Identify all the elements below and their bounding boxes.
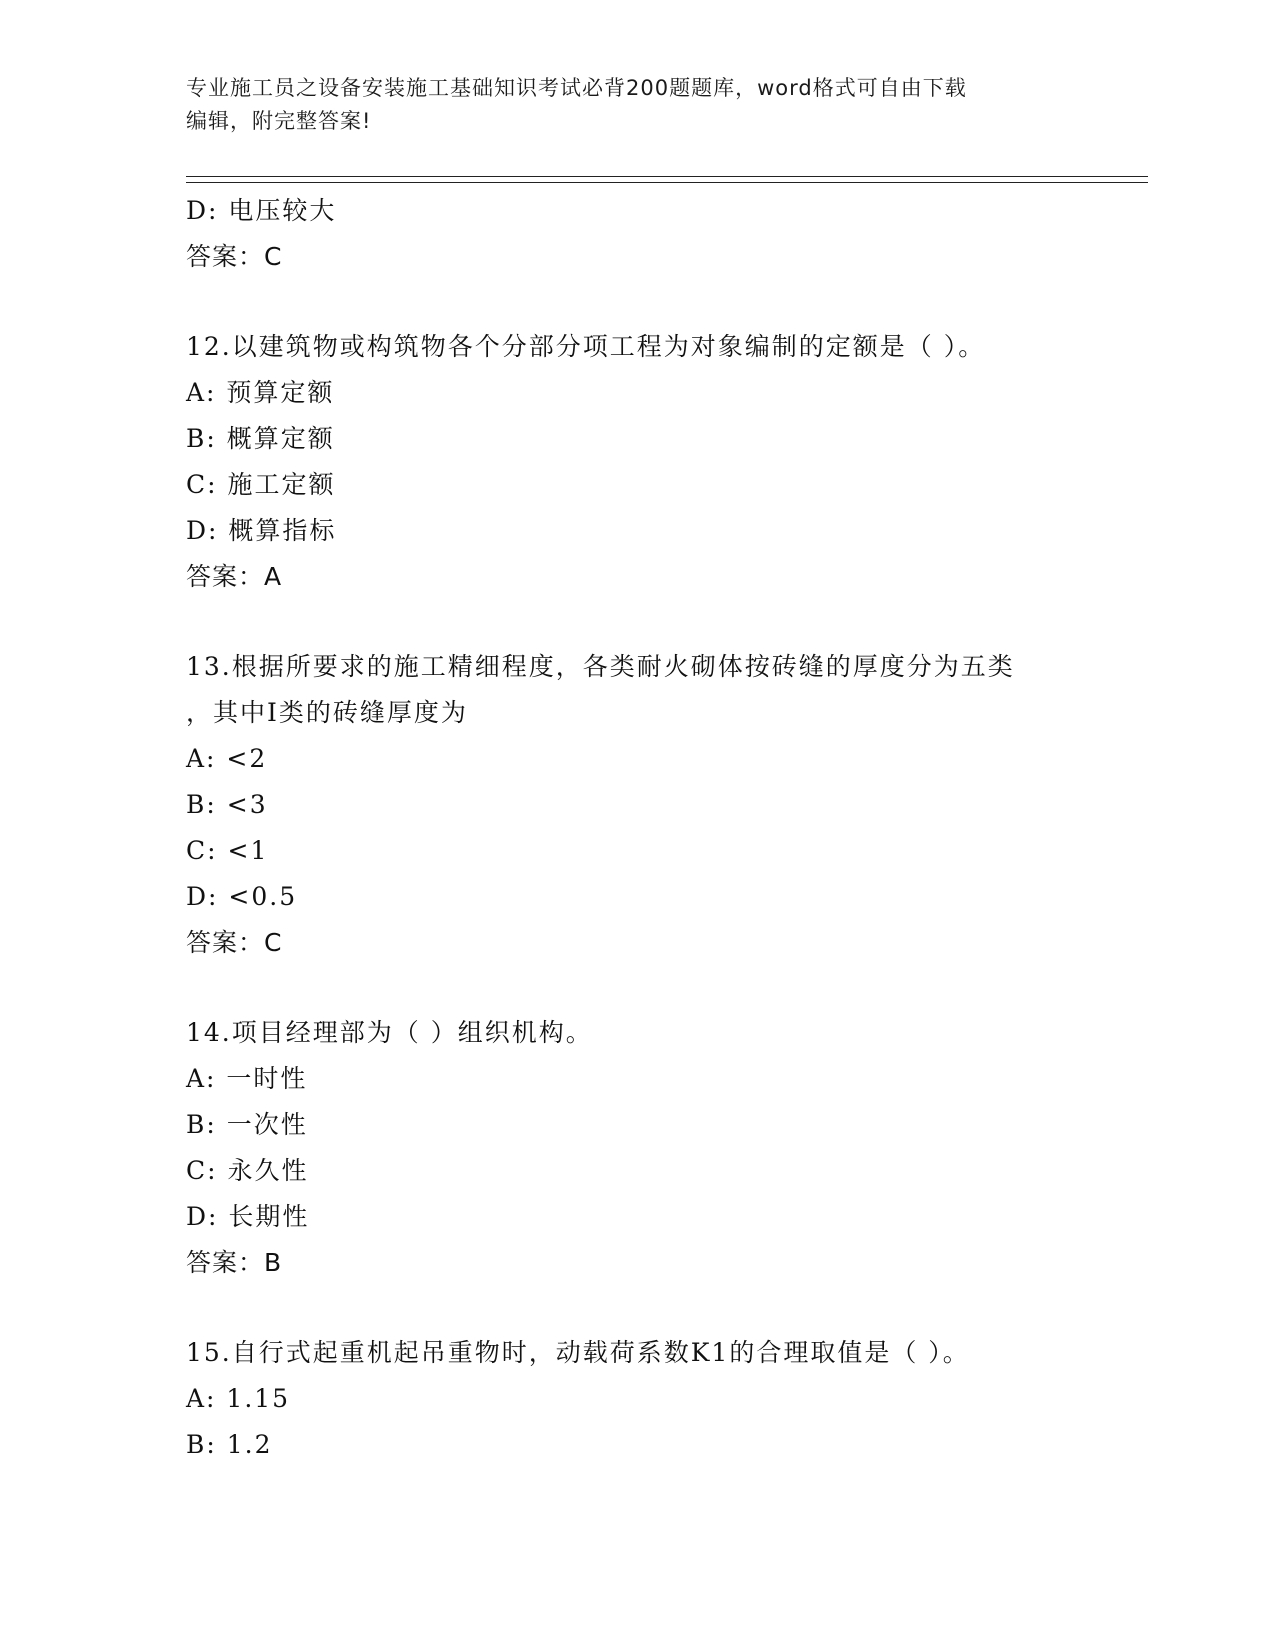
option-c: C: 永久性 [186, 1156, 309, 1185]
option-a: A: 预算定额 [186, 378, 335, 407]
option-d: D: 概算指标 [186, 516, 337, 545]
answer-label: 答案：B [186, 1248, 283, 1277]
option-b: B: 1.2 [186, 1430, 273, 1459]
option-a: A: 一时性 [186, 1064, 308, 1093]
header-title-line-2: 编辑，附完整答案! [186, 109, 372, 133]
question-14 [186, 1010, 1146, 1286]
spacer [186, 600, 1146, 644]
question-text: 14.项目经理部为（ ）组织机构。 [186, 1018, 593, 1047]
header-divider-top [186, 176, 1148, 177]
option-a: A: 1.15 [186, 1384, 291, 1413]
option-d: D: 电压较大 [186, 196, 337, 225]
option-c: C: <1 [186, 836, 269, 865]
answer-label: 答案：A [186, 562, 283, 591]
option-b: B: 概算定额 [186, 424, 335, 453]
question-text: 15.自行式起重机起吊重物时，动载荷系数K1的合理取值是（ ）。 [186, 1338, 970, 1367]
option-a: A: <2 [186, 744, 268, 773]
option-d: D: <0.5 [186, 882, 298, 911]
question-11-fragment [186, 188, 1146, 280]
option-b: B: <3 [186, 790, 268, 819]
answer-label: 答案：C [186, 242, 283, 271]
spacer [186, 1286, 1146, 1330]
question-15 [186, 1330, 1146, 1468]
header-title-line-1: 专业施工员之设备安装施工基础知识考试必背200题题库，word格式可自由下载 [186, 76, 967, 100]
question-12 [186, 324, 1146, 600]
option-d: D: 长期性 [186, 1202, 310, 1231]
spacer [186, 280, 1146, 324]
header-divider-bottom [186, 182, 1148, 183]
question-text: 12.以建筑物或构筑物各个分部分项工程为对象编制的定额是（ ）。 [186, 332, 986, 361]
question-13 [186, 644, 1146, 966]
option-b: B: 一次性 [186, 1110, 308, 1139]
question-text-line-2: ，其中Ⅰ类的砖缝厚度为 [186, 698, 468, 727]
question-text-line-1: 13.根据所要求的施工精细程度，各类耐火砌体按砖缝的厚度分为五类 [186, 652, 1015, 681]
option-c: C: 施工定额 [186, 470, 336, 499]
spacer [186, 966, 1146, 1010]
answer-label: 答案：C [186, 928, 283, 957]
question-list [186, 188, 1146, 1468]
document-header [186, 72, 1086, 138]
